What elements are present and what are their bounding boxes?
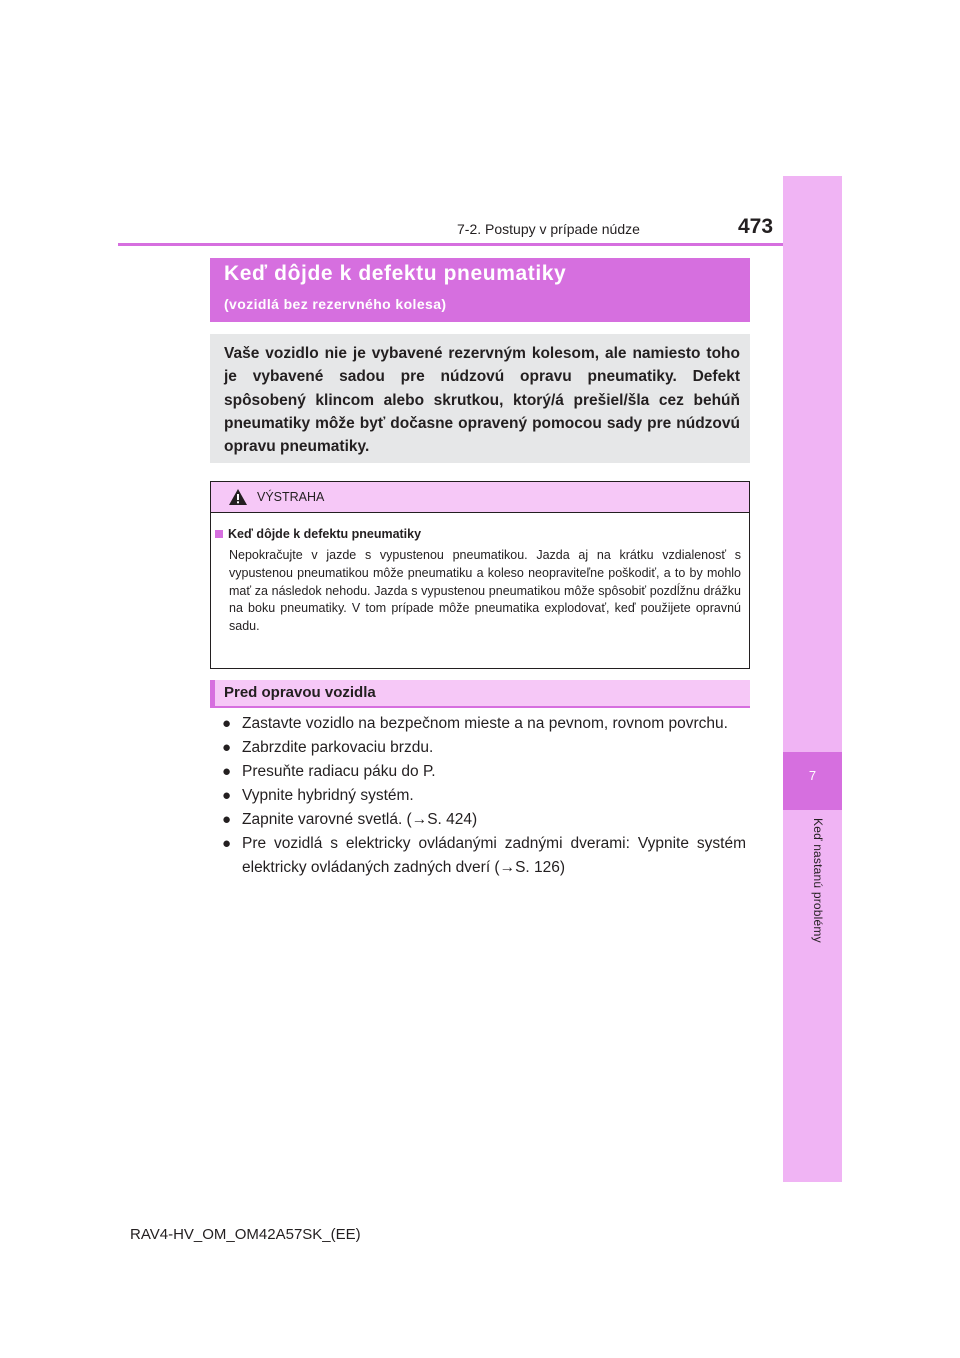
instruction-list [222,712,746,880]
section-header: 7-2. Postupy v prípade núdze [457,221,640,237]
chapter-title: Keď nastanú problémy [811,818,825,943]
header-divider [118,243,783,246]
list-item: ● Zapnite varovné svetlá. (→S. 424) [222,808,746,832]
intro-box [210,334,750,463]
warning-triangle-icon [228,488,248,511]
page-number: 473 [738,215,774,238]
list-item: ● Zabrzdite parkovaciu brzdu. [222,736,746,760]
square-bullet-icon [215,530,223,538]
list-item: ● Zastavte vozidlo na bezpečnom mieste a na pevnom, rovnom povrchu. [222,712,746,736]
warning-subheading-text: Keď dôjde k defektu pneumatiky [228,527,422,541]
chapter-number: 7 [808,768,817,783]
section-title: Pred opravou vozidla [224,684,376,701]
list-item: ● Presuňte radiacu páku do P. [222,760,746,784]
list-item: ● Pre vozidlá s elektricky ovládanými zadnými dverami: Vypnite systém elektricky ovládaných zadných dverí (→S. 126) [222,832,746,879]
intro-text: Vaše vozidlo nie je vybavené rezervným kolesom, ale namiesto toho je vybavené sadou pre núdzovú opravu pneumatiky. Defekt spôsobený klincom alebo skrutkou, ktorý/á prešiel/šla cez behúň pneumatiky môže byť dočasne opravený pomocou sady pre núdzovú opravu pneumatiky. [224,345,740,456]
document-code: RAV4-HV_OM_OM42A57SK_(EE) [130,1226,361,1243]
section-title-accent [210,680,215,706]
section-title-bar [210,680,750,708]
title-block [210,258,750,322]
warning-text: Nepokračujte v jazde s vypustenou pneumatikou. Jazda aj na krátku vzdialenosť s vypustenou pneumatikou môže pneumatiku a koleso neopraviteľne poškodiť, a to by mohlo mať za následok nehodu. Jazda s vypustenou pneumatikou môže spôsobiť pozdĺžnu drážku na boku pneumatiky. V tom prípade môže pneumatika explodovať, keď použijete opravnú sadu. [229,548,741,634]
page-title: Keď dôjde k defektu pneumatiky [224,262,567,285]
page-subtitle: (vozidlá bez rezervného kolesa) [224,296,447,312]
warning-box [210,481,750,669]
warning-label: VÝSTRAHA [257,490,325,504]
warning-subheading [215,527,421,541]
list-item: ● Vypnite hybridný systém. [222,784,746,808]
chapter-side-tab [783,176,842,1182]
warning-header [211,482,749,513]
